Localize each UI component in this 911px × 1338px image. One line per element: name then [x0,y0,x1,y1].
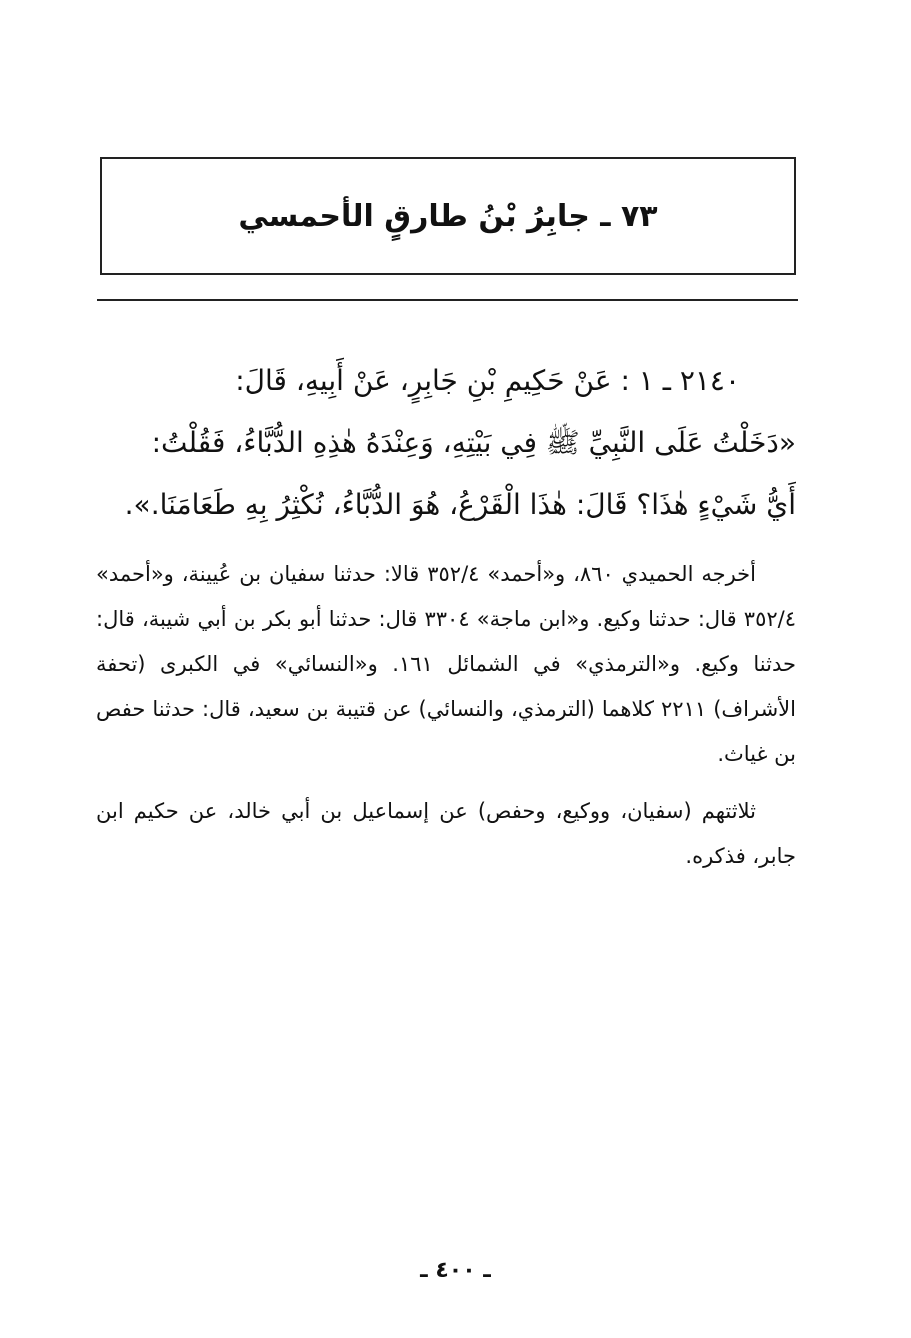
chapter-title: ٧٣ ـ جابِرُ بْنُ طارقٍ الأحمسي [238,198,658,234]
page-number: ـ ٤٠٠ ـ [420,1258,491,1283]
hadith-line-2: «دَخَلْتُ عَلَى النَّبِيِّ ﷺ فِي بَيْتِهِ، وَعِنْدَهُ هٰذِهِ الدُّبَّاءُ، فَقُلْتُ: [151,426,796,459]
chapter-heading-box [100,157,796,275]
takhrij-paragraph-2: ثلاثتهم (سفيان، ووكيع، وحفص) عن إسماعيل بن أبي خالد، عن حكيم ابن جابر، فذكره. [96,799,796,868]
hadith-line-1: ٢١٤٠ ـ ١ : عَنْ حَكِيمِ بْنِ جَابِرٍ، عَنْ أَبِيهِ، قَالَ: [235,364,740,397]
takhrij-paragraph-1: أخرجه الحميدي ٨٦٠، و«أحمد» ٣٥٢/٤ قالا: حدثنا سفيان بن عُيينة، و«أحمد» ٣٥٢/٤ قال: حدثنا وكيع. و«ابن ماجة» ٣٣٠٤ قال: حدثنا أبو بكر بن أبي شيبة، قال: حدثنا وكيع. و«الترمذي» في الشمائل ١٦١. و«النسائي» في الكبرى (تحفة الأشراف) ٢٢١١ كلاهما (الترمذي، والنسائي) عن قتيبة بن سعيد، قال: حدثنا حفص بن غياث. [96,562,796,766]
heading-divider [97,299,798,301]
hadith-text [96,350,796,536]
hadith-line-3: أَيُّ شَيْءٍ هٰذَا؟ قَالَ: هٰذَا الْقَرْعُ، هُوَ الدُّبَّاءُ، نُكْثِرُ بِهِ طَعَامَنَا.». [124,488,796,521]
takhrij-section [96,552,796,891]
